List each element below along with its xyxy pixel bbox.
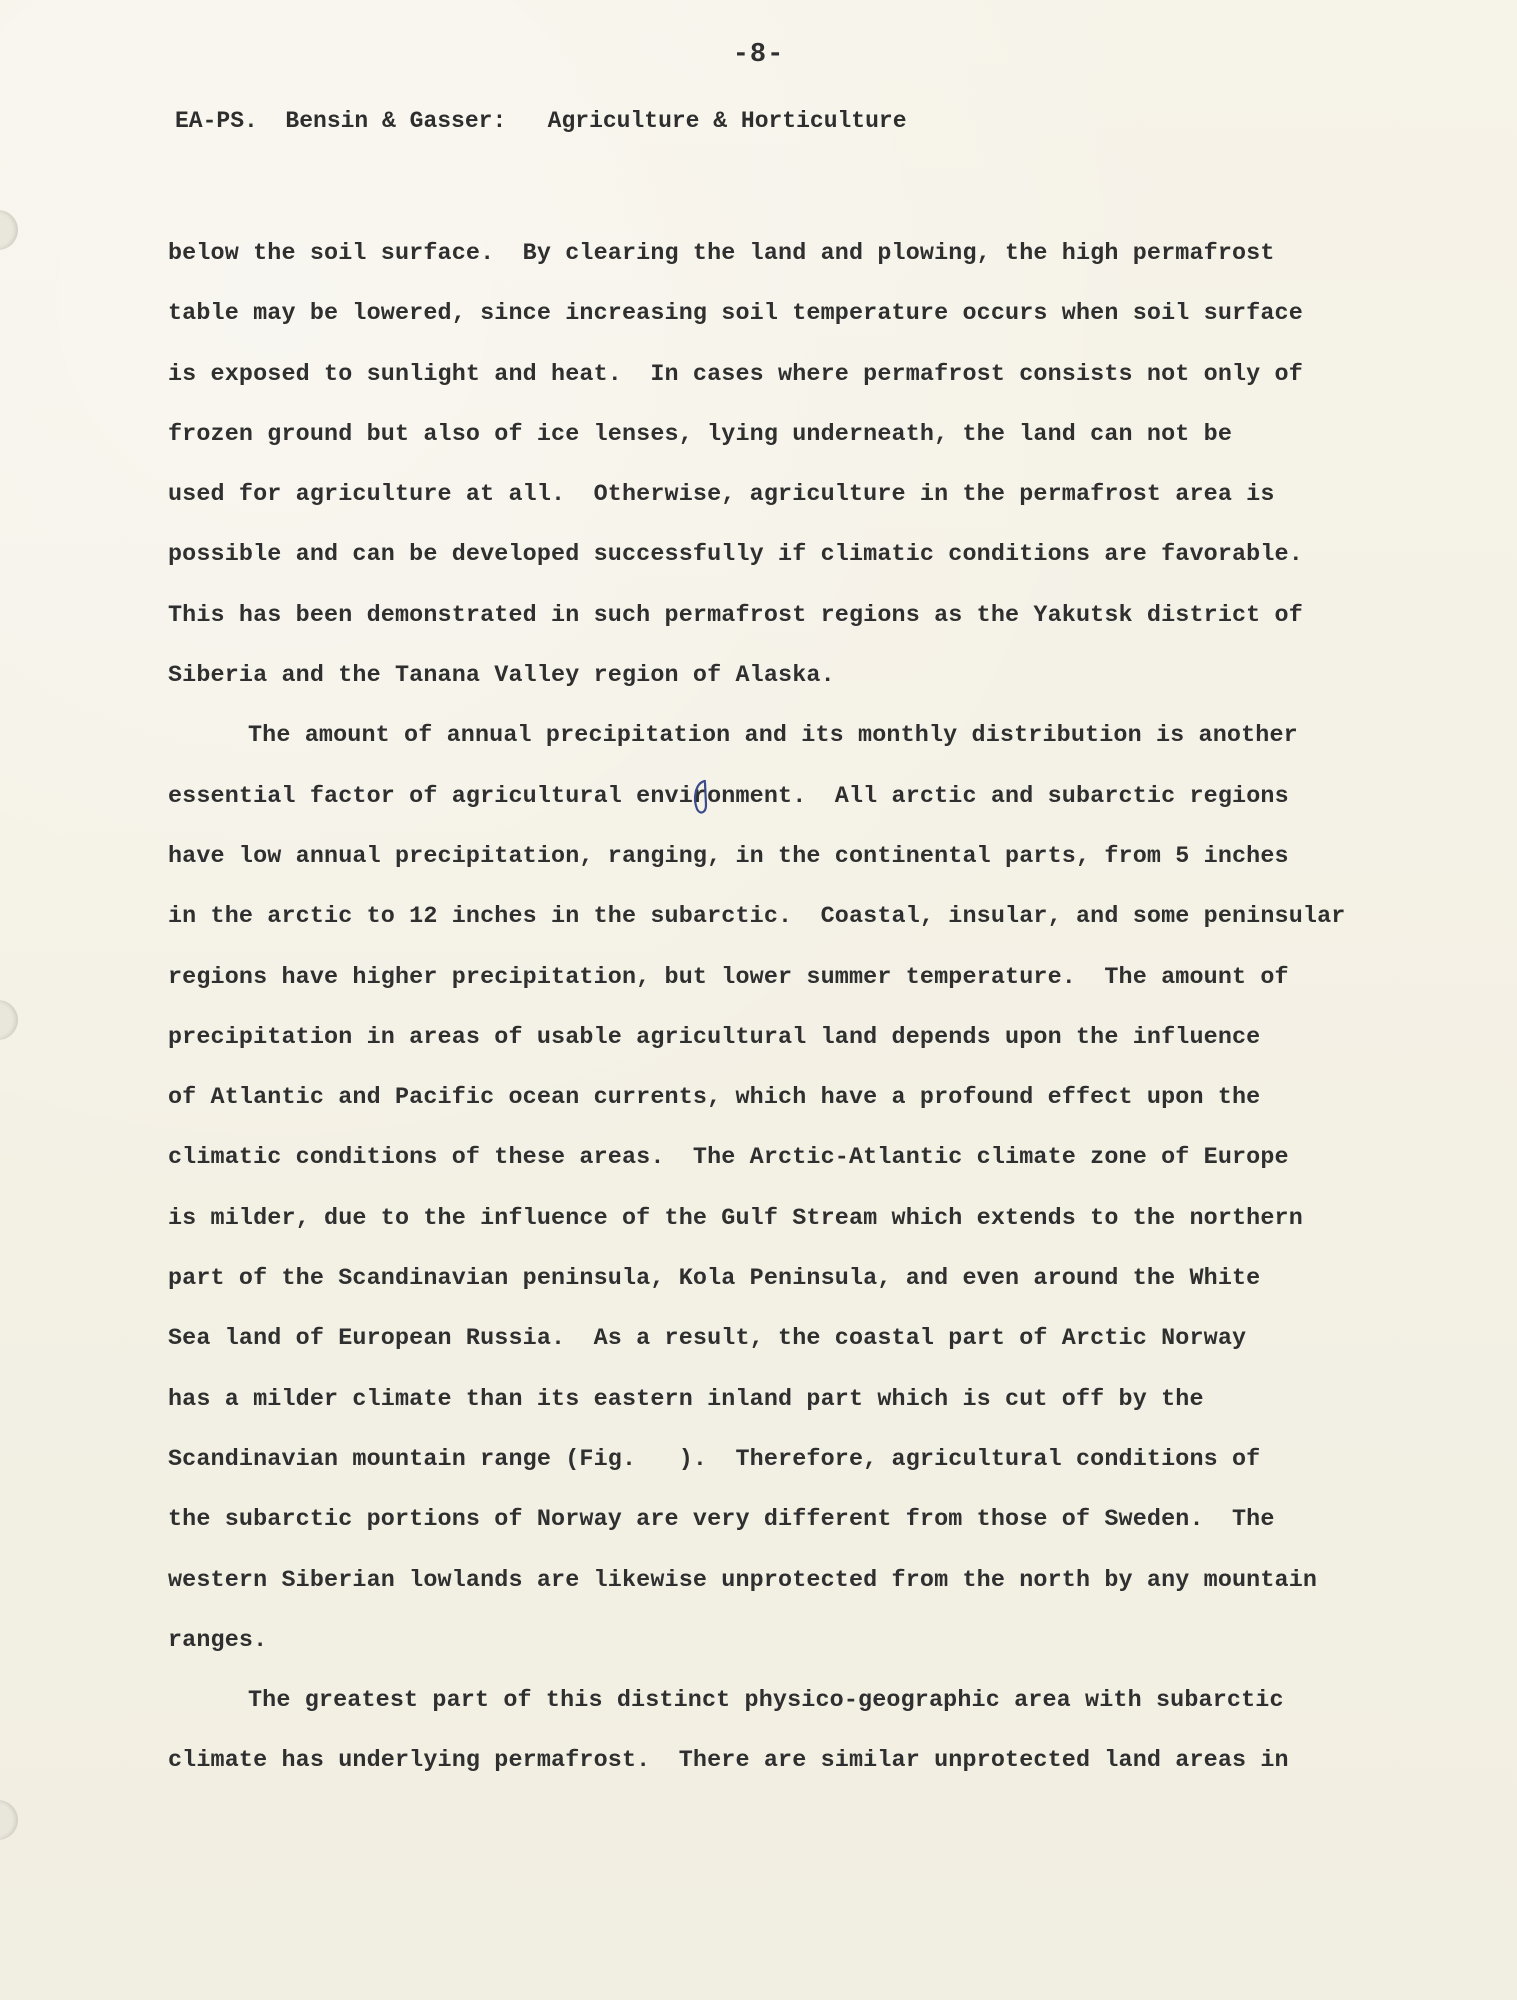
text-line: Scandinavian mountain range (Fig. ). Therefore, agricultural conditions of: [168, 1446, 1261, 1473]
text-segment: essential factor of agricultural envi: [168, 783, 693, 810]
text-line: have low annual precipitation, ranging, in the continental parts, from 5 inches: [168, 843, 1289, 870]
text-line: ranges.: [168, 1627, 268, 1654]
punch-hole: [0, 210, 18, 250]
body-text: [168, 224, 1438, 1792]
text-line: frozen ground but also of ice lenses, lying underneath, the land can not be: [168, 421, 1232, 448]
text-line: has a milder climate than its eastern inland part which is cut off by the: [168, 1386, 1204, 1413]
text-line: in the arctic to 12 inches in the subarctic. Coastal, insular, and some peninsular: [168, 904, 1346, 931]
text-line: possible and can be developed successfully if climatic conditions are favorable.: [168, 542, 1303, 569]
text-line: used for agriculture at all. Otherwise, agriculture in the permafrost area is: [168, 482, 1275, 509]
text-line-with-correction: [168, 767, 1438, 827]
text-line: part of the Scandinavian peninsula, Kola Peninsula, and even around the White: [168, 1266, 1261, 1293]
text-line: is exposed to sunlight and heat. In cases where permafrost consists not only of: [168, 361, 1303, 388]
text-line: Siberia and the Tanana Valley region of Alaska.: [168, 663, 835, 690]
punch-hole: [0, 1800, 18, 1840]
text-line: precipitation in areas of usable agricultural land depends upon the influence: [168, 1024, 1261, 1051]
running-head: EA-PS. Bensin & Gasser: Agriculture & Horticulture: [175, 108, 907, 134]
text-line: the subarctic portions of Norway are very different from those of Sweden. The: [168, 1507, 1275, 1534]
text-line: Sea land of European Russia. As a result, the coastal part of Arctic Norway: [168, 1326, 1247, 1353]
text-line: of Atlantic and Pacific ocean currents, which have a profound effect upon the: [168, 1085, 1261, 1112]
page-number: -8-: [732, 40, 785, 70]
text-line: This has been demonstrated in such permafrost regions as the Yakutsk district of: [168, 602, 1303, 629]
paragraph-first-line: The greatest part of this distinct physico-geographic area with subarctic: [248, 1688, 1284, 1715]
text-line: is milder, due to the influence of the Gulf Stream which extends to the northern: [168, 1205, 1303, 1232]
handwritten-correction: [693, 767, 721, 827]
punch-hole: [0, 1000, 18, 1040]
text-line: western Siberian lowlands are likewise unprotected from the north by any mountain: [168, 1567, 1318, 1594]
text-line: regions have higher precipitation, but lower summer temperature. The amount of: [168, 964, 1289, 991]
text-segment: nment. All arctic and subarctic regions: [721, 783, 1289, 810]
text-line: climatic conditions of these areas. The Arctic-Atlantic climate zone of Europe: [168, 1145, 1289, 1172]
text-line: below the soil surface. By clearing the land and plowing, the high permafrost: [168, 241, 1275, 267]
paragraph-first-line: The amount of annual precipitation and its monthly distribution is another: [248, 723, 1298, 750]
corrected-letters: ro: [692, 783, 722, 810]
text-line: table may be lowered, since increasing soil temperature occurs when soil surface: [168, 301, 1303, 328]
text-line: climate has underlying permafrost. There are similar unprotected land areas in: [168, 1748, 1289, 1775]
